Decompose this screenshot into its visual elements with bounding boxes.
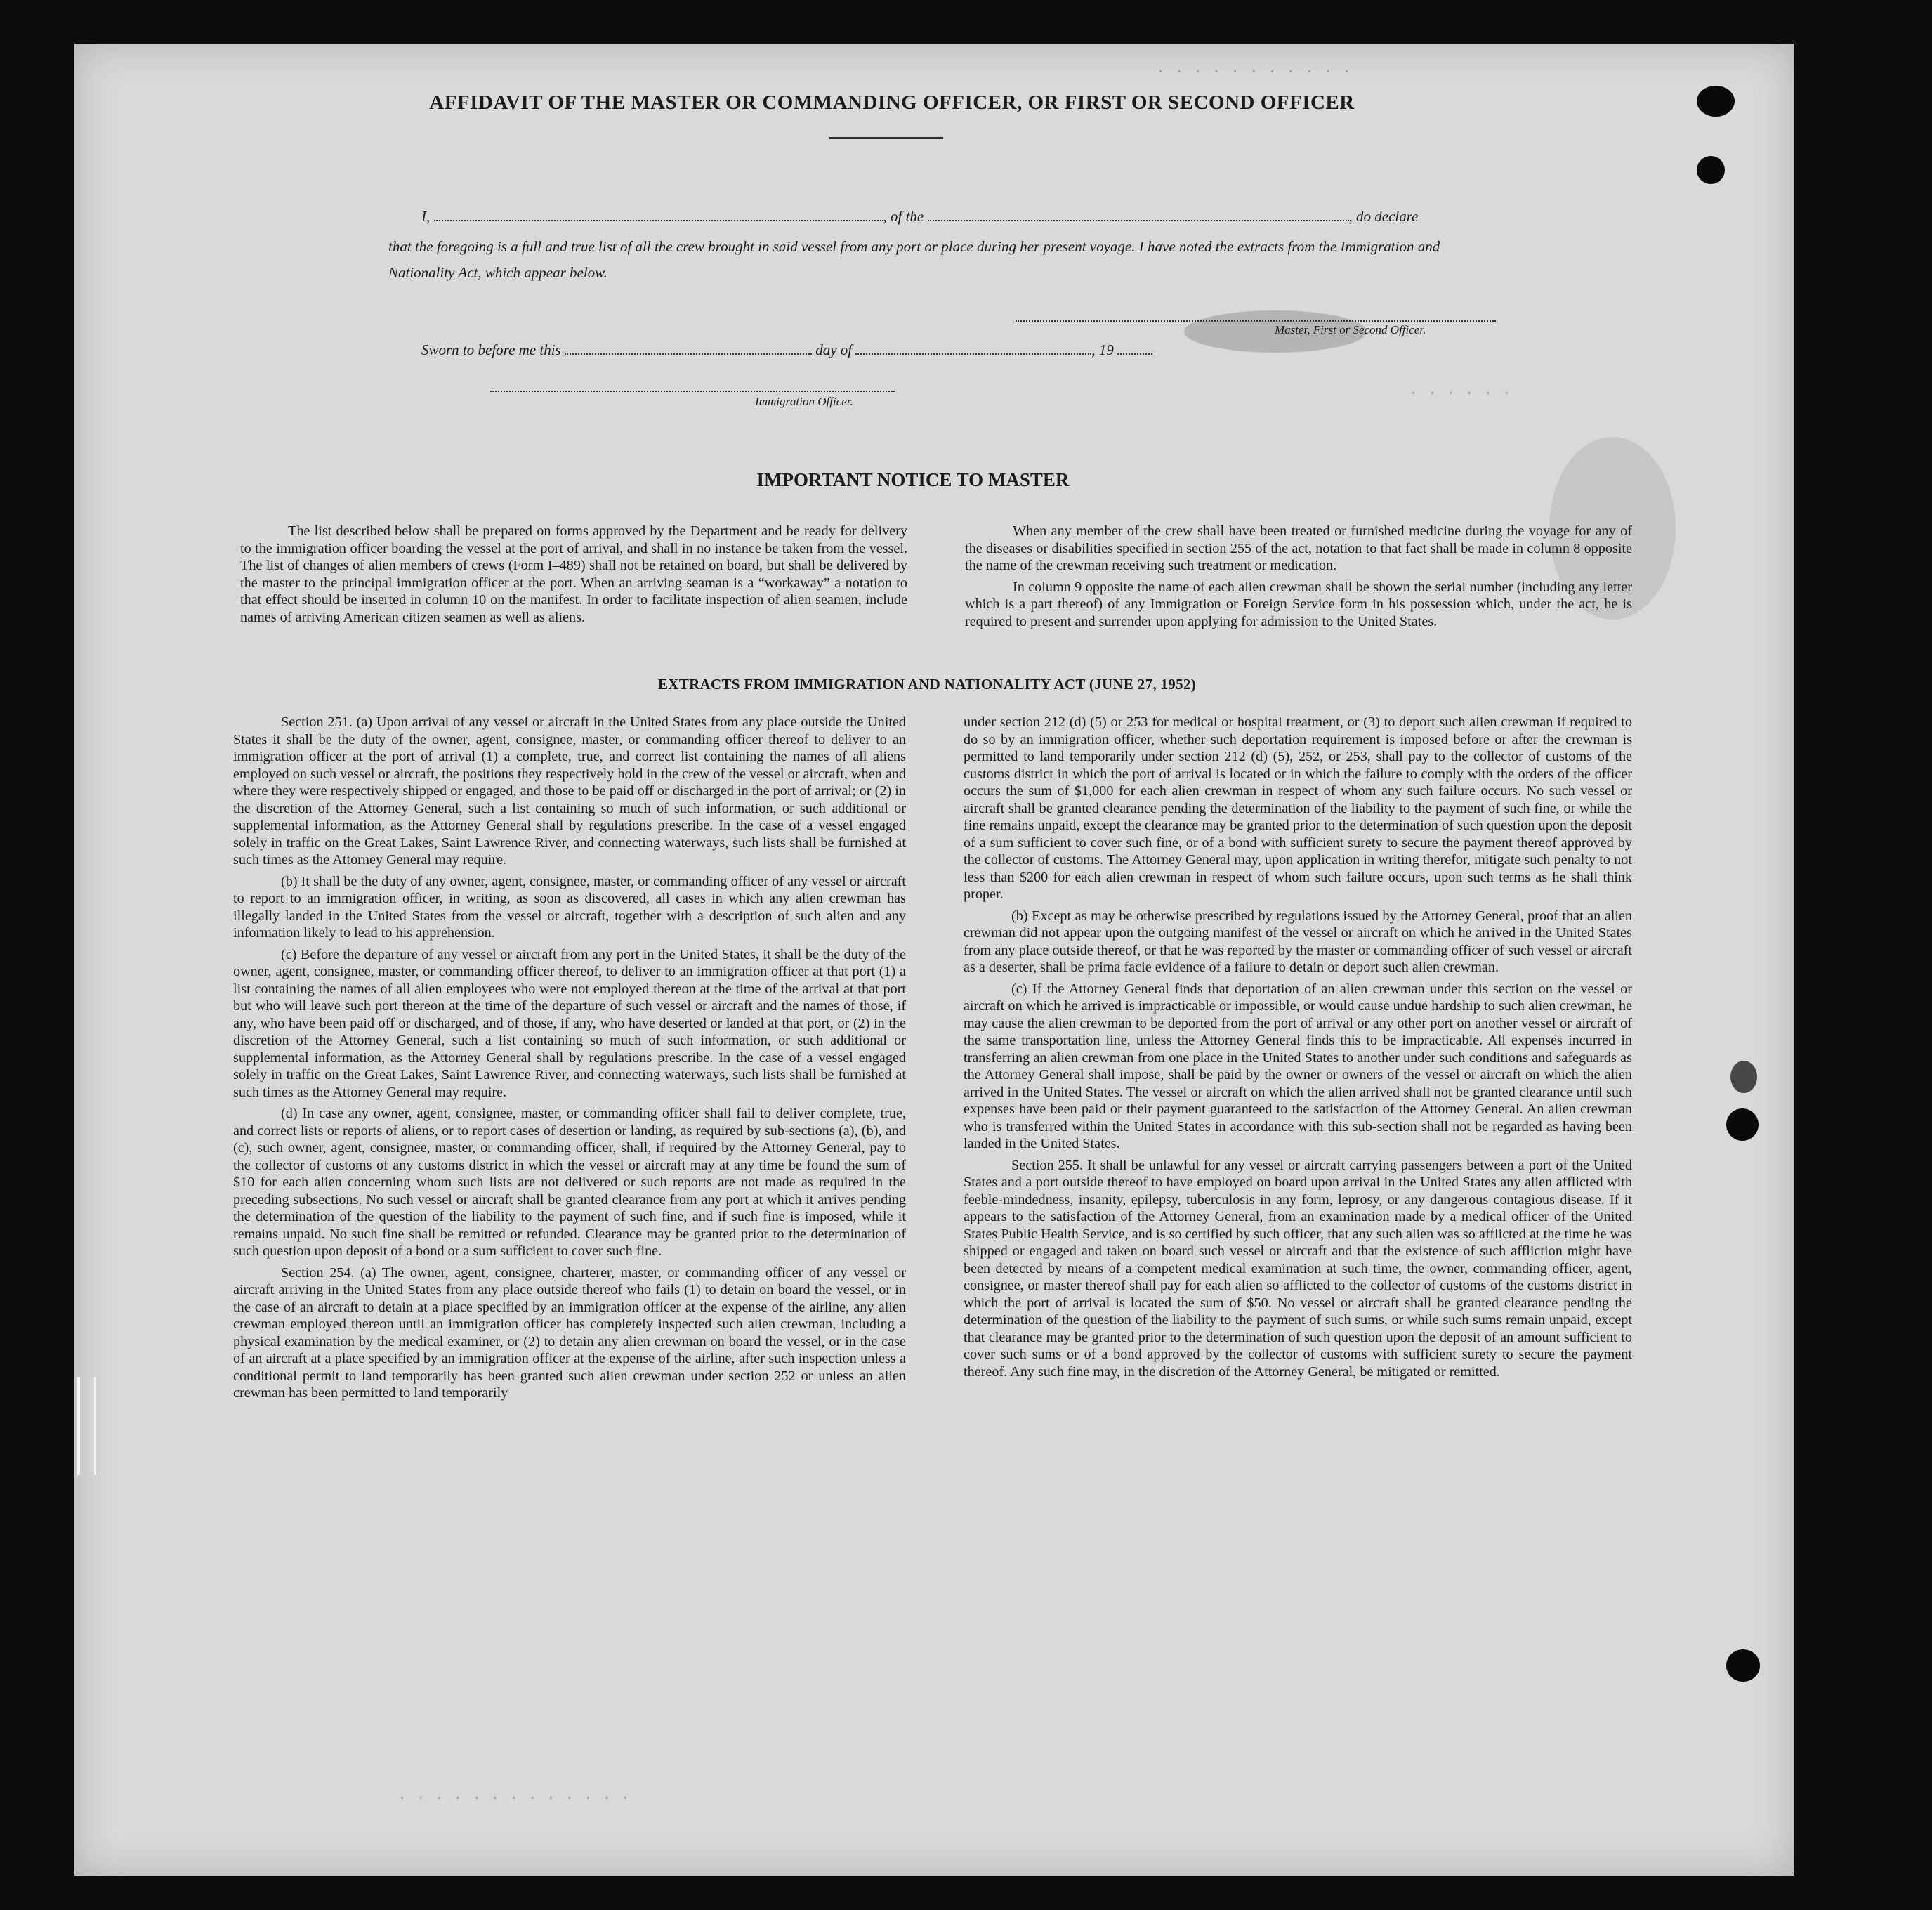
immigration-officer-signature-line[interactable] — [490, 391, 895, 392]
sworn-line — [421, 341, 1264, 359]
extract-section-251c: (c) Before the departure of any vessel or aircraft from any port in the United States, it shall be the duty of the owner, agent, consignee, master, or commanding officer thereof, to deliver to an immigration officer at that port (1) a list containing the names of all alien employees who were not employed thereon at the time of the arrival at that port but who will leave such port thereon at the time of the departure of such vessel or aircraft and the names of those, if any, who have been paid off or discharged, and of those, if any, who have deserted or landed at that port, or (2) in the discretion of the Attorney General, such a list containing so much of such information, or such additional or supplemental information, as the Attorney General shall by regulations prescribe. In the case of a vessel engaged solely in traffic on the Great Lakes, Saint Lawrence River, and connecting waterways, such lists shall be furnished at such times as the Attorney General may require. — [233, 946, 906, 1100]
notice-left-paragraph: The list described below shall be prepared on forms approved by the Department and be ready for delivery to the immigration officer boarding the vessel at the port of arrival, and shall in no instance be taken from the vessel. The list of changes of alien members of crews (Form I–489) shall not be retained on board, but shall be delivered by the master to the principal immigration officer at the port. When an arriving seaman is a “workaway” a notation to that effect should be inserted in column 10 on the manifest. In order to facilitate inspection of alien seamen, include names of arriving American citizen seamen as well as aliens. — [240, 523, 907, 625]
declaration-fill-line — [421, 208, 1489, 225]
extract-section-251d: (d) In case any owner, agent, consignee, master, or commanding officer shall fail to deliver complete, true, and correct lists or reports of aliens, or to report cases of desertion or landing, as required by sub-sections (a), (b), and (c), such owner, agent, consignee, master, or commanding officer, shall, if required by the Attorney General, pay to the collector of customs of any customs district in which the vessel or aircraft may at any time be found the sum of $10 for each alien concerning whom such lists are not delivered or such reports are not made as required in the preceding subsections. No such vessel or aircraft shall be granted clearance from any port at which it arrives pending the determination of the question of the liability to the payment of such fine, and if such fine is imposed, while it remains unpaid. No such fine shall be remitted or refunded. Clearance may be granted prior to the determination of such question upon deposit of a bond or a sum sufficient to cover such fine. — [233, 1106, 906, 1259]
notice-right-column — [965, 523, 1632, 634]
sworn-day-blank[interactable] — [565, 344, 812, 355]
sworn-label: Sworn to before me this — [421, 341, 561, 358]
bleed-through-text: . . . . . . . . . . . . . — [397, 1786, 631, 1803]
extract-section-254a: Section 254. (a) The owner, agent, consignee, charterer, master, or commanding officer of any vessel or aircraft arriving in the United States from any place outside thereof who fails (1) to detain on board the vessel, or in the case of an aircraft to detain at a place specified by an immigration officer at the expense of the airline, any alien crewman employed thereon until an immigration officer has completely inspected such alien crewman, including a physical examination by the medical examiner, or (2) to detain any alien crewman on board the vessel, or in the case of an aircraft at a place specified by an immigration officer at the expense of the airline, after such inspection unless a conditional permit to land temporarily has been granted such alien crewman under section 252 or unless an alien crewman has been permitted to land temporarily — [233, 1264, 906, 1401]
punch-hole-bottom — [1726, 1649, 1760, 1682]
vessel-blank[interactable] — [928, 210, 1349, 221]
extracts-heading: EXTRACTS FROM IMMIGRATION AND NATIONALITY ACT (JUNE 27, 1952) — [658, 676, 1196, 693]
sworn-month-blank[interactable] — [855, 344, 1091, 355]
notice-left-column — [240, 523, 907, 630]
do-declare-label: , do declare — [1348, 208, 1419, 225]
extract-section-255: Section 255. It shall be unlawful for any vessel or aircraft carrying passengers between a port of the United States and a port outside thereof to have employed on board upon arrival in the United States any alien afflicted with feeble-mindedness, insanity, epilepsy, tuberculosis in any form, leprosy, or any dangerous contagious disease. If it appears to the satisfaction of the Attorney General, from an examination made by a medical officer of the United States Public Health Service, and is so certified by such officer, that any such alien was so afflicted at the time he was shipped or engaged and taken on board such vessel or aircraft and that the existence of such affliction might have been detected by means of a competent medical examination at such time, the owner, commanding officer, agent, consignee, or master thereof shall pay for each alien so afflicted to the collector of customs of the customs district in which the port of arrival is located the sum of $50. No vessel or aircraft shall be granted clearance pending the determination of the question of the liability to the payment of such sums, or while such sums remain unpaid, except that clearance may be granted prior to the determination of such question upon the deposit of an amount sufficient to cover such sums or of a bond approved by the collector of customs with sufficient surety to secure the payment thereof. Any such fine may, in the discretion of the Attorney General, be mitigated or remitted. — [964, 1157, 1632, 1380]
day-of-label: day of — [815, 341, 853, 358]
extract-section-254b: (b) Except as may be otherwise prescribed by regulations issued by the Attorney General, proof that an alien crewman did not appear upon the outgoing manifest of the vessel or aircraft on which he arrived in the United States from any place outside thereof, or that he was reported by the master or commanding officer of such vessel or aircraft as a deserter, shall be prima facie evidence of a failure to detain or deport such alien crewman. — [964, 908, 1632, 975]
bleed-through-text: . . . . . . . . . . . — [1156, 59, 1352, 77]
year-label: , 19 — [1091, 341, 1114, 358]
master-signature-line[interactable] — [1016, 320, 1496, 322]
punch-hole-side — [1730, 1061, 1757, 1093]
punch-hole-upper — [1697, 156, 1725, 184]
bleed-through-text: . . . . . . — [1409, 381, 1511, 398]
sworn-year-blank[interactable] — [1117, 344, 1152, 355]
affidavit-title: AFFIDAVIT OF THE MASTER OR COMMANDING OFFICER, OR FIRST OR SECOND OFFICER — [429, 91, 1355, 114]
punch-hole-middle — [1726, 1108, 1759, 1141]
title-underline — [829, 137, 943, 139]
extract-section-251a: Section 251. (a) Upon arrival of any vessel or aircraft in the United States from any place outside the United States it shall be the duty of the owner, agent, consignee, master, or commanding officer thereof to deliver to an immigration officer at the port of arrival (1) a complete, true, and correct list containing the names of all aliens employed on such vessel or aircraft, the positions they respectively hold in the crew of the vessel or aircraft, when and where they were respectively shipped or engaged, and those to be paid off or discharged in the port of arrival; or (2) in the discretion of the Attorney General, such a list containing so much of such information, or such additional or supplemental information, as the Attorney General shall by regulations prescribe. In the case of a vessel engaged solely in traffic on the Great Lakes, Saint Lawrence River, and connecting waterways, such lists shall be furnished at such times as the Attorney General may require. — [233, 714, 906, 868]
notice-title: IMPORTANT NOTICE TO MASTER — [756, 469, 1070, 490]
extract-section-254a-cont: under section 212 (d) (5) or 253 for medical or hospital treatment, or (3) to deport such alien crewman if required to do so by an immigration officer, whether such deportation requirement is imposed before or after the crewman is permitted to land temporarily under section 212 (d) (5), 252, or 253, shall pay to the collector of customs of the customs district in which the port of arrival is located or in which the failure to comply with the orders of the officer occurs the sum of $1,000 for each alien crewman in respect of whom any such failure occurs. No such vessel or aircraft shall be granted clearance pending the determination of the liability to the payment of such fine, or while the fine remains unpaid, except the clearance may be granted prior to the determination of such question upon the deposit of a sum sufficient to cover such fine, or of a bond with sufficient surety to secure the payment thereof approved by the collector of customs. The Attorney General may, upon application in writing therefor, mitigate such penalty to not less than $200 for each alien crewman in respect of whom such failure occurs, upon such terms as he shall think proper. — [964, 714, 1632, 902]
extract-section-254c: (c) If the Attorney General finds that deportation of an alien crewman under this section on the vessel or aircraft on which he arrived is impracticable or impossible, or would cause undue hardship to such alien crewman, he may cause the alien crewman to be deported from the port of arrival or any other port on another vessel or aircraft of the same transportation line, unless the Attorney General finds this to be impracticable. All expenses incurred in transferring an alien crewman from one place in the United States to another under such conditions and safeguards as the Attorney General shall impose, shall be paid by the owner or owners of the vessel or aircraft on which the alien arrived in the United States. The vessel or aircraft on which the alien arrived shall not be granted clearance until such expenses have been paid or their payment guaranteed to the satisfaction of the Attorney General. An alien crewman who is transferred within the United States in accordance with this sub-section shall not be regarded as having been landed in the United States. — [964, 981, 1632, 1151]
of-the-label: , of the — [883, 208, 924, 225]
i-label: I, — [421, 208, 431, 225]
declaration-text: that the foregoing is a full and true list of all the crew brought in said vessel from any port or place during her present voyage. I have noted the extracts from the Immigration and Nationality Act, which appear below. — [388, 238, 1440, 281]
immigration-officer-caption: Immigration Officer. — [755, 395, 853, 408]
name-blank[interactable] — [434, 210, 883, 221]
extract-section-251b: (b) It shall be the duty of any owner, agent, consignee, master, or commanding officer of any vessel or aircraft to report to an immigration officer, in writing, as soon as discovered, all cases in which any alien crewman has illegally landed in the United States from the vessel or aircraft, together with a description of such alien and any information likely to lead to his apprehension. — [233, 873, 906, 941]
extracts-right-column — [964, 714, 1632, 1385]
extracts-left-column — [233, 714, 906, 1406]
punch-hole-top — [1697, 86, 1735, 117]
master-caption: Master, First or Second Officer. — [1275, 323, 1426, 336]
notice-right-paragraph-2: In column 9 opposite the name of each alien crewman shall be shown the serial number (including any letter which is a part thereof) of any Immigration or Foreign Service form in his possession which, under the act, he is required to present and surrender upon applying for admission to the United States. — [965, 579, 1632, 629]
notice-right-paragraph-1: When any member of the crew shall have been treated or furnished medicine during the voyage for any of the diseases or disabilities specified in section 255 of the act, notation to that fact shall be made in column 8 opposite the name of the crewman receiving such treatment or medication. — [965, 523, 1632, 573]
page-edge-tab — [77, 1377, 96, 1475]
